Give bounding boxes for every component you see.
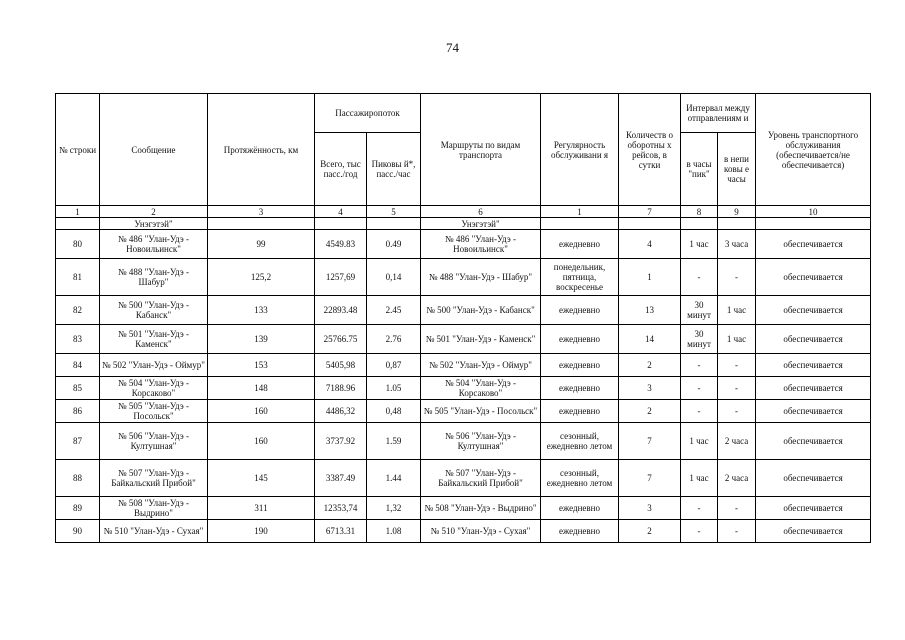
cell-row-no: 86 <box>56 400 100 423</box>
cell-route: № 505 "Улан-Удэ - Посольск" <box>421 400 541 423</box>
header-regularity: Регулярность обслуживани я <box>541 94 619 206</box>
cell-route: № 506 "Улан-Удэ - Култушная" <box>421 423 541 460</box>
cell-row-no: 88 <box>56 460 100 497</box>
cell-trips: 13 <box>619 296 681 325</box>
cell-length: 133 <box>208 296 315 325</box>
cell-peak: 1.44 <box>367 460 421 497</box>
cell-regularity: ежедневно <box>541 520 619 543</box>
cell-trips: 2 <box>619 354 681 377</box>
cell-message: № 501 "Улан-Удэ - Каменск" <box>100 325 208 354</box>
cell-peak: 0.49 <box>367 230 421 259</box>
cell-interval-peak: - <box>681 377 718 400</box>
cell-total: 25766.75 <box>315 325 367 354</box>
cell-interval-peak: 30 минут <box>681 325 718 354</box>
cell-peak: 0,48 <box>367 400 421 423</box>
cell-length: 153 <box>208 354 315 377</box>
column-number: 7 <box>619 206 681 218</box>
cell-route: № 486 "Улан-Удэ - Новоильинск" <box>421 230 541 259</box>
cell-regularity: ежедневно <box>541 230 619 259</box>
cell-message: № 508 "Улан-Удэ - Выдрино" <box>100 497 208 520</box>
column-number: 10 <box>756 206 871 218</box>
cell-length: 99 <box>208 230 315 259</box>
cell-route: № 510 "Улан-Удэ - Сухая" <box>421 520 541 543</box>
cell-trips: 2 <box>619 400 681 423</box>
cell-trips: 2 <box>619 520 681 543</box>
cell-service-level: обеспечивается <box>756 296 871 325</box>
header-peak: Пиковы й*, пасс./час <box>367 133 421 206</box>
cell-interval-offpeak: - <box>718 377 756 400</box>
header-service-level: Уровень транспортного обслуживания (обеспечивается/не обеспечивается) <box>756 94 871 206</box>
cell-row-no: 89 <box>56 497 100 520</box>
cell-interval-offpeak: 2 часа <box>718 460 756 497</box>
cell-interval-peak: 1 час <box>681 423 718 460</box>
cell-route: № 508 "Улан-Удэ - Выдрино" <box>421 497 541 520</box>
cell-trips: 1 <box>619 259 681 296</box>
cell-interval-peak: - <box>681 520 718 543</box>
cell-regularity: понедельник, пятница, воскресенье <box>541 259 619 296</box>
column-number: 8 <box>681 206 718 218</box>
cell-interval-peak: - <box>681 497 718 520</box>
cell-interval-peak: 1 час <box>681 460 718 497</box>
cell-message: № 502 "Улан-Удэ - Оймур" <box>100 354 208 377</box>
cell-regularity: ежедневно <box>541 325 619 354</box>
cell-peak: 1.59 <box>367 423 421 460</box>
cell-route: № 500 "Улан-Удэ - Кабанск" <box>421 296 541 325</box>
cell-total: 7188.96 <box>315 377 367 400</box>
header-total: Всего, тыс пасс./год <box>315 133 367 206</box>
table-row <box>56 325 871 354</box>
cell-length: 148 <box>208 377 315 400</box>
cell-message: № 510 "Улан-Удэ - Сухая" <box>100 520 208 543</box>
cell-message: № 486 "Улан-Удэ - Новоильинск" <box>100 230 208 259</box>
cell-route: № 507 "Улан-Удэ - Байкальский Прибой" <box>421 460 541 497</box>
cell-length: 311 <box>208 497 315 520</box>
cell-message: № 507 "Улан-Удэ - Байкальский Прибой" <box>100 460 208 497</box>
table-row <box>56 400 871 423</box>
cell-peak: 1.05 <box>367 377 421 400</box>
cell-interval-offpeak: - <box>718 520 756 543</box>
cell-route: № 502 "Улан-Удэ - Оймур" <box>421 354 541 377</box>
cell-service-level: обеспечивается <box>756 497 871 520</box>
cell-interval-offpeak: - <box>718 354 756 377</box>
cell-service-level: обеспечивается <box>756 520 871 543</box>
cell-regularity: ежедневно <box>541 377 619 400</box>
cell-total: 5405,98 <box>315 354 367 377</box>
cell-trips: 7 <box>619 423 681 460</box>
cell-trips: 3 <box>619 497 681 520</box>
cell-message: № 506 "Улан-Удэ - Култушная" <box>100 423 208 460</box>
cell-regularity: сезонный, ежедневно летом <box>541 460 619 497</box>
cell-length: 160 <box>208 400 315 423</box>
cell-service-level: обеспечивается <box>756 423 871 460</box>
cell-peak: 2.76 <box>367 325 421 354</box>
header-row-no: № строки <box>56 94 100 206</box>
header-passenger-flow: Пассажиропоток <box>315 94 421 133</box>
cell-row-no: 82 <box>56 296 100 325</box>
cell-length: 139 <box>208 325 315 354</box>
cell-service-level: обеспечивается <box>756 354 871 377</box>
cell-peak: 0,14 <box>367 259 421 296</box>
cell-trips: 7 <box>619 460 681 497</box>
cell-interval-offpeak: - <box>718 497 756 520</box>
column-number: 5 <box>367 206 421 218</box>
cell-total: 4486,32 <box>315 400 367 423</box>
routes-table <box>55 93 871 543</box>
table-row <box>56 296 871 325</box>
header-interval: Интервал между отправлениям и <box>681 94 756 133</box>
table-row <box>56 377 871 400</box>
cell-peak: 1.08 <box>367 520 421 543</box>
header-interval-peak: в часы "пик" <box>681 133 718 206</box>
continuation-row <box>56 218 871 230</box>
header-interval-offpeak: в непи ковы е часы <box>718 133 756 206</box>
cell-length: 160 <box>208 423 315 460</box>
table-row <box>56 423 871 460</box>
cell-route: № 488 "Улан-Удэ - Шабур" <box>421 259 541 296</box>
cell-message: № 488 "Улан-Удэ - Шабур" <box>100 259 208 296</box>
cell-service-level: обеспечивается <box>756 230 871 259</box>
table-row <box>56 259 871 296</box>
cell-row-no: 80 <box>56 230 100 259</box>
cell-interval-offpeak: - <box>718 259 756 296</box>
cell-length: 125,2 <box>208 259 315 296</box>
cell-interval-offpeak: - <box>718 400 756 423</box>
cell-message: № 505 "Улан-Удэ - Посольск" <box>100 400 208 423</box>
cell-interval-offpeak: 2 часа <box>718 423 756 460</box>
cell-regularity: ежедневно <box>541 497 619 520</box>
cell-message: № 504 "Улан-Удэ - Корсаково" <box>100 377 208 400</box>
cell-total: 3737.92 <box>315 423 367 460</box>
column-number: 9 <box>718 206 756 218</box>
table-row <box>56 354 871 377</box>
cell-interval-peak: - <box>681 400 718 423</box>
cell-row-no: 85 <box>56 377 100 400</box>
cell-interval-offpeak: 1 час <box>718 296 756 325</box>
cell-peak: 0,87 <box>367 354 421 377</box>
cell-total: 3387.49 <box>315 460 367 497</box>
cell-length: 190 <box>208 520 315 543</box>
cell-service-level: обеспечивается <box>756 460 871 497</box>
column-number: 1 <box>541 206 619 218</box>
cell-message: № 500 "Улан-Удэ - Кабанск" <box>100 296 208 325</box>
cell-total: 1257,69 <box>315 259 367 296</box>
cell-route: № 501 "Улан-Удэ - Каменск" <box>421 325 541 354</box>
table-row <box>56 460 871 497</box>
cell-regularity: ежедневно <box>541 296 619 325</box>
table-row <box>56 520 871 543</box>
cell-route: Унэгэтэй" <box>421 218 541 230</box>
cell-total: 22893.48 <box>315 296 367 325</box>
cell-length: 145 <box>208 460 315 497</box>
cell-service-level: обеспечивается <box>756 325 871 354</box>
table-row <box>56 230 871 259</box>
cell-trips: 14 <box>619 325 681 354</box>
table-row <box>56 497 871 520</box>
header-trips: Количеств о оборотны х рейсов, в сутки <box>619 94 681 206</box>
cell-trips: 4 <box>619 230 681 259</box>
column-number-row <box>56 206 871 218</box>
column-number: 3 <box>208 206 315 218</box>
column-number: 2 <box>100 206 208 218</box>
cell-service-level: обеспечивается <box>756 377 871 400</box>
column-number: 4 <box>315 206 367 218</box>
cell-peak: 2.45 <box>367 296 421 325</box>
cell-row-no: 90 <box>56 520 100 543</box>
header-length: Протяжённость, км <box>208 94 315 206</box>
cell-service-level: обеспечивается <box>756 259 871 296</box>
cell-row-no: 83 <box>56 325 100 354</box>
cell-interval-peak: - <box>681 259 718 296</box>
cell-peak: 1,32 <box>367 497 421 520</box>
cell-interval-peak: 30 минут <box>681 296 718 325</box>
cell-interval-peak: - <box>681 354 718 377</box>
cell-row-no: 84 <box>56 354 100 377</box>
header-message: Сообщение <box>100 94 208 206</box>
page-number: 74 <box>446 40 459 55</box>
cell-message: Унэгэтэй" <box>100 218 208 230</box>
cell-row-no: 81 <box>56 259 100 296</box>
cell-total: 6713.31 <box>315 520 367 543</box>
cell-service-level: обеспечивается <box>756 400 871 423</box>
cell-interval-peak: 1 час <box>681 230 718 259</box>
header-routes: Маршруты по видам транспорта <box>421 94 541 206</box>
cell-regularity: ежедневно <box>541 400 619 423</box>
cell-regularity: ежедневно <box>541 354 619 377</box>
cell-interval-offpeak: 3 часа <box>718 230 756 259</box>
cell-row-no: 87 <box>56 423 100 460</box>
column-number: 1 <box>56 206 100 218</box>
column-number: 6 <box>421 206 541 218</box>
cell-interval-offpeak: 1 час <box>718 325 756 354</box>
cell-total: 4549.83 <box>315 230 367 259</box>
cell-trips: 3 <box>619 377 681 400</box>
cell-regularity: сезонный, ежедневно летом <box>541 423 619 460</box>
cell-total: 12353,74 <box>315 497 367 520</box>
cell-route: № 504 "Улан-Удэ - Корсаково" <box>421 377 541 400</box>
